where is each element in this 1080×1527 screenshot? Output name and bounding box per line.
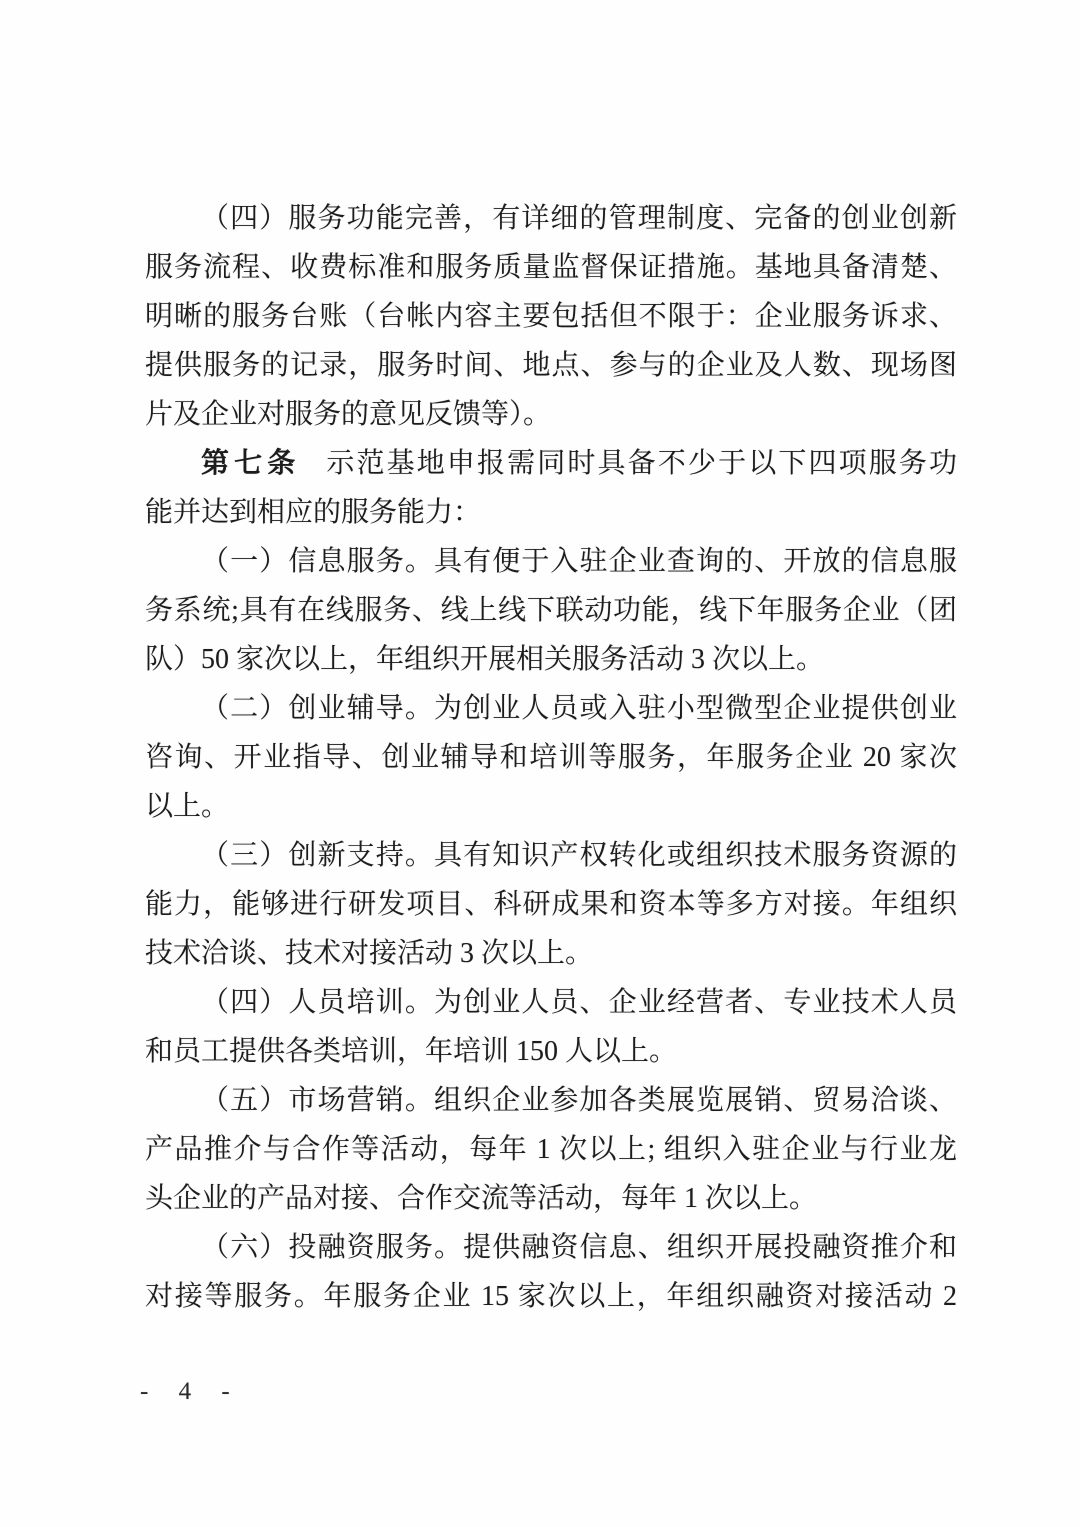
text-line: 对接等服务。年服务企业 15 家次以上，年组织融资对接活动 2 xyxy=(145,1281,957,1312)
paragraph-item-1-information-service xyxy=(145,537,957,684)
text-line: （四）人员培训。为创业人员、企业经营者、专业技术人员 xyxy=(201,987,957,1018)
text-line: 产品推介与合作等活动，每年 1 次以上; 组织入驻企业与行业龙 xyxy=(145,1134,957,1165)
text-line: 咨询、开业指导、创业辅导和培训等服务，年服务企业 20 家次 xyxy=(145,742,957,773)
text-line: 能力，能够进行研发项目、科研成果和资本等多方对接。年组织 xyxy=(145,889,957,920)
text-line xyxy=(145,439,957,488)
text-line: 服务流程、收费标准和服务质量监督保证措施。基地具备清楚、 xyxy=(145,252,957,283)
article-text: 示范基地申报需同时具备不少于以下四项服务功 xyxy=(326,448,957,479)
paragraph-article-7 xyxy=(145,439,957,537)
text-line: （五）市场营销。组织企业参加各类展览展销、贸易洽谈、 xyxy=(201,1085,957,1116)
paragraph-item-4-service-function xyxy=(145,194,957,439)
paragraph-item-3-innovation-support xyxy=(145,831,957,978)
text-line: 提供服务的记录，服务时间、地点、参与的企业及人数、现场图 xyxy=(145,350,957,381)
text-line: （三）创新支持。具有知识产权转化或组织技术服务资源的 xyxy=(201,840,957,871)
text-line: 能并达到相应的服务能力： xyxy=(145,497,482,528)
article-number: 第七条 xyxy=(201,448,301,479)
text-line: 片及企业对服务的意见反馈等）。 xyxy=(145,399,552,430)
text-line: （一）信息服务。具有便于入驻企业查询的、开放的信息服 xyxy=(201,546,957,577)
text-line: （六）投融资服务。提供融资信息、组织开展投融资推介和 xyxy=(201,1232,957,1263)
text-line: 明晰的服务台账（台帐内容主要包括但不限于：企业服务诉求、 xyxy=(145,301,957,332)
text-line: 和员工提供各类培训，年培训 150 人以上。 xyxy=(145,1036,678,1067)
text-line: 技术洽谈、技术对接活动 3 次以上。 xyxy=(145,938,594,969)
paragraph-item-5-marketing xyxy=(145,1076,957,1223)
paragraph-item-2-startup-coaching xyxy=(145,684,957,831)
text-line: 头企业的产品对接、合作交流等活动，每年 1 次以上。 xyxy=(145,1183,818,1214)
paragraph-item-6-financing-service xyxy=(145,1223,957,1321)
text-line: 以上。 xyxy=(145,791,230,822)
text-line: （四）服务功能完善，有详细的管理制度、完备的创业创新 xyxy=(201,203,957,234)
text-line: 队）50 家次以上，年组织开展相关服务活动 3 次以上。 xyxy=(145,644,825,675)
page-number: - 4 - xyxy=(140,1378,242,1405)
text-line: 务系统;具有在线服务、线上线下联动功能，线下年服务企业（团 xyxy=(145,595,957,626)
text-line: （二）创业辅导。为创业人员或入驻小型微型企业提供创业 xyxy=(201,693,957,724)
paragraph-item-4-personnel-training xyxy=(145,978,957,1076)
